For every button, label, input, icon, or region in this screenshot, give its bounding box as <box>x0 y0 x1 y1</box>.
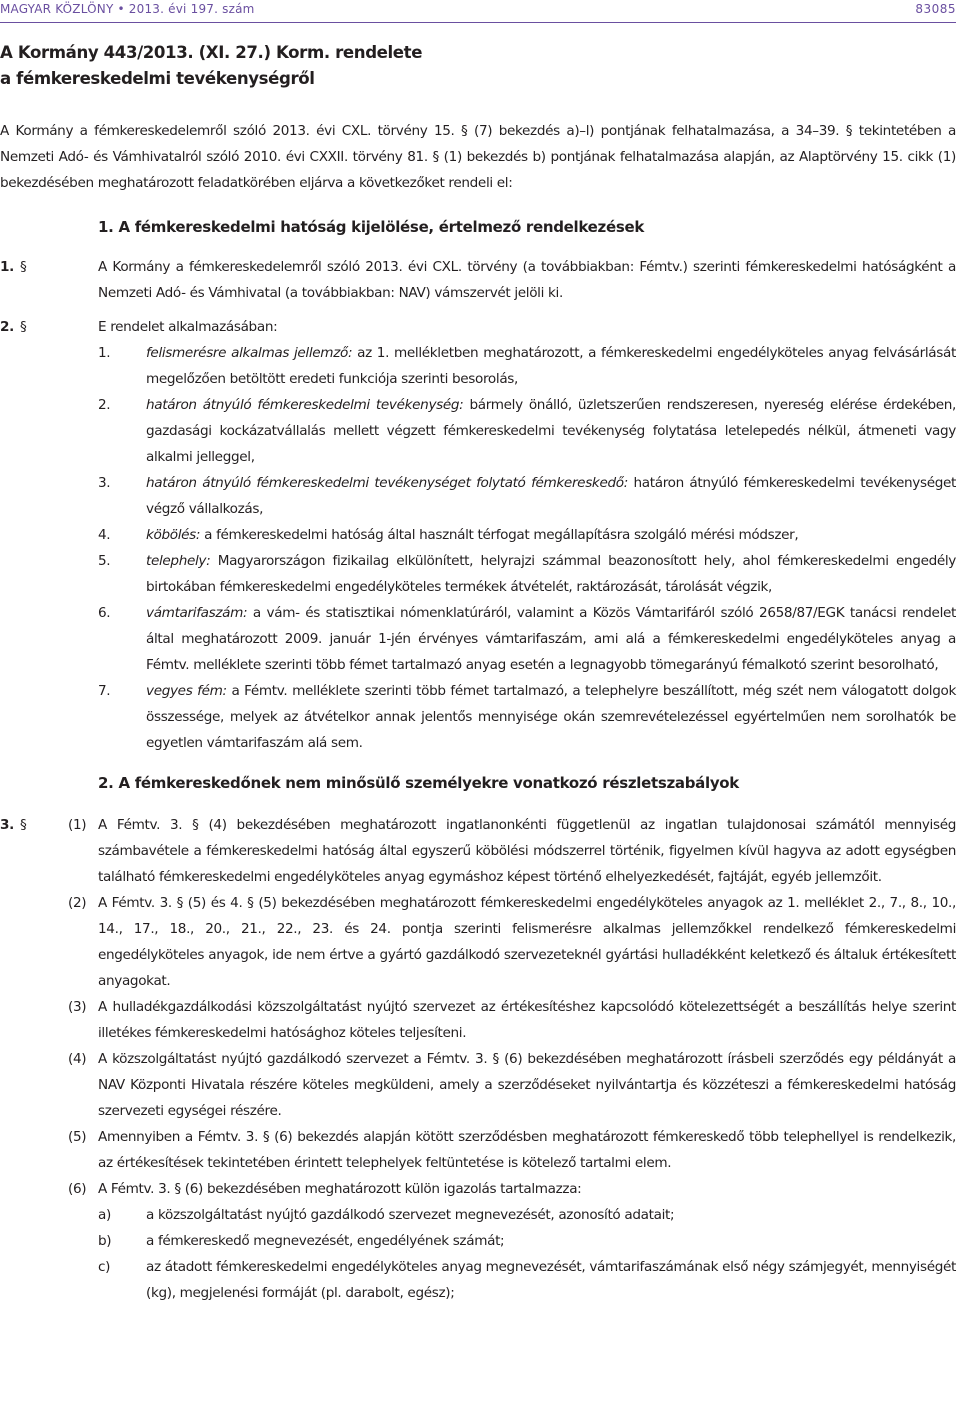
paragraph-number: 3. <box>0 817 14 833</box>
subsection-number: (5) <box>68 1129 87 1145</box>
definition-number: 1. <box>98 345 111 361</box>
subsection <box>0 994 956 1046</box>
definition-term: vegyes fém: <box>146 683 227 699</box>
decree-body <box>0 118 956 1306</box>
definition-item <box>98 600 956 678</box>
paragraph-2-lead: E rendelet alkalmazásában: <box>98 319 278 335</box>
decree-title-line2: a fémkereskedelmi tevékenységről <box>0 69 315 88</box>
definition-item <box>98 522 956 548</box>
page-number: 83085 <box>915 2 956 16</box>
paragraph-1 <box>0 254 956 306</box>
definition-item <box>98 392 956 470</box>
subsection-number: (3) <box>68 999 87 1015</box>
header-rule <box>0 22 956 23</box>
definition-term: vámtarifaszám: <box>146 605 248 621</box>
subsection <box>0 1176 956 1202</box>
subsection-number: (6) <box>68 1181 87 1197</box>
letter-item <box>98 1228 956 1254</box>
subsection-text: A Fémtv. 3. § (4) bekezdésében meghatározott ingatlanonkénti függetlenül az ingatlan tulajdonosai számától mennyiség számbavétele a fémkereskedelmi hatóság által egyszerű köbölési módszerrel történik, figyelmen kívül hagyva az adott egységben található fémkereskedelmi engedélyköteles anyag egymáshoz képest történő elhelyezkedését, fajtáját, egyéb jellemzőit. <box>98 817 956 885</box>
letter-marker: c) <box>98 1259 111 1275</box>
definition-text <box>146 470 956 522</box>
subsection <box>0 1046 956 1124</box>
subsection-text: Amennyiben a Fémtv. 3. § (6) bekezdés alapján kötött szerződésben meghatározott fémkereskedő több telephellyel is rendelkezik, az értékesítések tekintetében érintett telephelyek feltüntetése is kötelező tartalmi elem. <box>98 1129 956 1171</box>
subsection <box>0 890 956 994</box>
definition-text <box>146 522 956 548</box>
section-2-heading: 2. A fémkereskedőnek nem minősülő személyekre vonatkozó részletszabályok <box>98 774 739 792</box>
section-sign: § <box>20 259 27 275</box>
definition-term: telephely: <box>146 553 211 569</box>
definition-number: 7. <box>98 683 111 699</box>
definition-text <box>146 392 956 470</box>
page-header <box>0 0 956 22</box>
definition-term: határon átnyúló fémkereskedelmi tevékenységet folytató fémkereskedő: <box>146 475 628 491</box>
definition-term: felismerésre alkalmas jellemző: <box>146 345 353 361</box>
decree-title <box>0 40 422 92</box>
definition-body: Magyarországon fizikailag elkülönített, helyrajzi számmal beazonosított hely, ahol fémkereskedelmi engedély birtokában fémkereskedelmi engedélyköteles termékek átvételét, raktározását, tárolását végzik, <box>146 553 956 595</box>
definition-text <box>146 548 956 600</box>
letter-text: a fémkereskedő megnevezését, engedélyének számát; <box>146 1233 505 1249</box>
letter-marker: a) <box>98 1207 111 1223</box>
journal-running-head: MAGYAR KÖZLÖNY • 2013. évi 197. szám <box>0 2 255 16</box>
definition-term: köbölés: <box>146 527 201 543</box>
subsection <box>0 1124 956 1176</box>
definition-item <box>98 548 956 600</box>
paragraph-3 <box>0 812 956 1306</box>
definition-term: határon átnyúló fémkereskedelmi tevékenység: <box>146 397 464 413</box>
definition-list <box>98 340 956 756</box>
subsection-number: (1) <box>68 817 87 833</box>
definition-body: a Fémtv. melléklete szerinti több fémet tartalmazó, a telephelyre beszállított, még szét nem válogatott dolgok összessége, melyek az átvételkor annak jelentős mennyisége okán szemrevételezéssel egyértelműen nem sorolhatók be egyetlen vámtarifaszám alá sem. <box>146 683 956 751</box>
definition-text <box>146 340 956 392</box>
section-sign: § <box>20 319 27 335</box>
definition-number: 4. <box>98 527 111 543</box>
definition-text <box>146 600 956 678</box>
letter-item <box>98 1254 956 1306</box>
definition-text <box>146 678 956 756</box>
preamble: A Kormány a fémkereskedelemről szóló 2013. évi CXL. törvény 15. § (7) bekezdés a)–l) pontjának felhatalmazása, a 34–39. § tekintetében a Nemzeti Adó- és Vámhivatalról szóló 2010. évi CXXII. törvény 81. § (1) bekezdés b) pontjának felhatalmazása alapján, az Alaptörvény 15. cikk (1) bekezdésében meghatározott feladatkörében eljárva a következőket rendeli el: <box>0 123 956 191</box>
letter-list <box>0 1202 956 1306</box>
paragraph-2 <box>0 314 956 756</box>
definition-body: a vám- és statisztikai nómenklatúráról, valamint a Közös Vámtarifáról szóló 2658/87/EGK tanácsi rendelet által meghatározott 2009. január 1-jén érvényes vámtarifaszám, ami alá a fémkereskedelmi engedélyköteles anyag a Fémtv. melléklete szerinti több fémet tartalmazó anyag esetén a legnagyobb tömegarányú fémalkotó szerint besorolható, <box>146 605 956 673</box>
subsection-text: A Fémtv. 3. § (6) bekezdésében meghatározott külön igazolás tartalmazza: <box>98 1181 582 1197</box>
letter-text: a közszolgáltatást nyújtó gazdálkodó szervezet megnevezését, azonosító adatait; <box>146 1207 675 1223</box>
definition-item <box>98 678 956 756</box>
letter-item <box>98 1202 956 1228</box>
definition-body: a fémkereskedelmi hatóság által használt térfogat megállapításra szolgáló mérési módszer, <box>200 527 799 543</box>
subsection <box>0 812 956 890</box>
definition-body: határon átnyúló fémkereskedelmi tevékenységet végző vállalkozás, <box>146 475 956 517</box>
definition-number: 6. <box>98 605 111 621</box>
letter-text: az átadott fémkereskedelmi engedélyköteles anyag megnevezését, vámtarifaszámának első négy számjegyét, mennyiségét (kg), megjelenési formáját (pl. darabolt, egész); <box>146 1259 956 1301</box>
definition-number: 5. <box>98 553 111 569</box>
definition-body: bármely önálló, üzletszerűen rendszeresen, nyereség elérése érdekében, gazdasági kockázatvállalás mellett végzett fémkereskedelmi tevékenység folytatása letelepedés nélkül, átmeneti vagy alkalmi jelleggel, <box>146 397 956 465</box>
subsection-text: A hulladékgazdálkodási közszolgáltatást nyújtó szervezet az értékesítéshez kapcsolódó kötelezettségét a beszállítás helye szerint illetékes fémkereskedelmi hatósághoz köteles teljesíteni. <box>98 999 956 1041</box>
definition-number: 2. <box>98 397 111 413</box>
subsection-number: (2) <box>68 895 87 911</box>
decree-title-line1: A Kormány 443/2013. (XI. 27.) Korm. rendelete <box>0 43 423 62</box>
section-sign: § <box>20 817 27 833</box>
definition-item <box>98 470 956 522</box>
definition-body: az 1. mellékletben meghatározott, a fémkereskedelmi engedélyköteles anyag felvásárlását megelőzően betöltött eredeti funkciója szerinti besorolás, <box>146 345 956 387</box>
paragraph-number: 1. <box>0 259 14 275</box>
paragraph-1-text: A Kormány a fémkereskedelemről szóló 2013. évi CXL. törvény (a továbbiakban: Fémtv.) szerinti fémkereskedelmi hatóságként a Nemzeti Adó- és Vámhivatal (a továbbiakban: NAV) vámszervét jelöli ki. <box>98 259 956 301</box>
subsection-number: (4) <box>68 1051 87 1067</box>
section-1-heading: 1. A fémkereskedelmi hatóság kijelölése, értelmező rendelkezések <box>98 218 645 236</box>
subsection-text: A közszolgáltatást nyújtó gazdálkodó szervezet a Fémtv. 3. § (6) bekezdésében meghatározott írásbeli szerződés egy példányát a NAV Központi Hivatala részére köteles megküldeni, amely a szerződéseket nyilvántartja és közzéteszi a fémkereskedelmi hatóság szervezeti egységei részére. <box>98 1051 956 1119</box>
definition-item <box>98 340 956 392</box>
paragraph-number: 2. <box>0 319 14 335</box>
letter-marker: b) <box>98 1233 112 1249</box>
subsection-text: A Fémtv. 3. § (5) és 4. § (5) bekezdésében meghatározott fémkereskedelmi engedélyköteles anyagok az 1. melléklet 2., 7., 8., 10., 14., 17., 18., 20., 21., 22., 23. és 24. pontja szerinti felismerésre alkalmas jellemzőkkel rendelkező fémkereskedelmi engedélyköteles anyagok, ide nem értve a gyártó gazdálkodó szervezeteknél gyártási hulladékként keletkező és általuk értékesített anyagokat. <box>98 895 956 989</box>
definition-number: 3. <box>98 475 111 491</box>
